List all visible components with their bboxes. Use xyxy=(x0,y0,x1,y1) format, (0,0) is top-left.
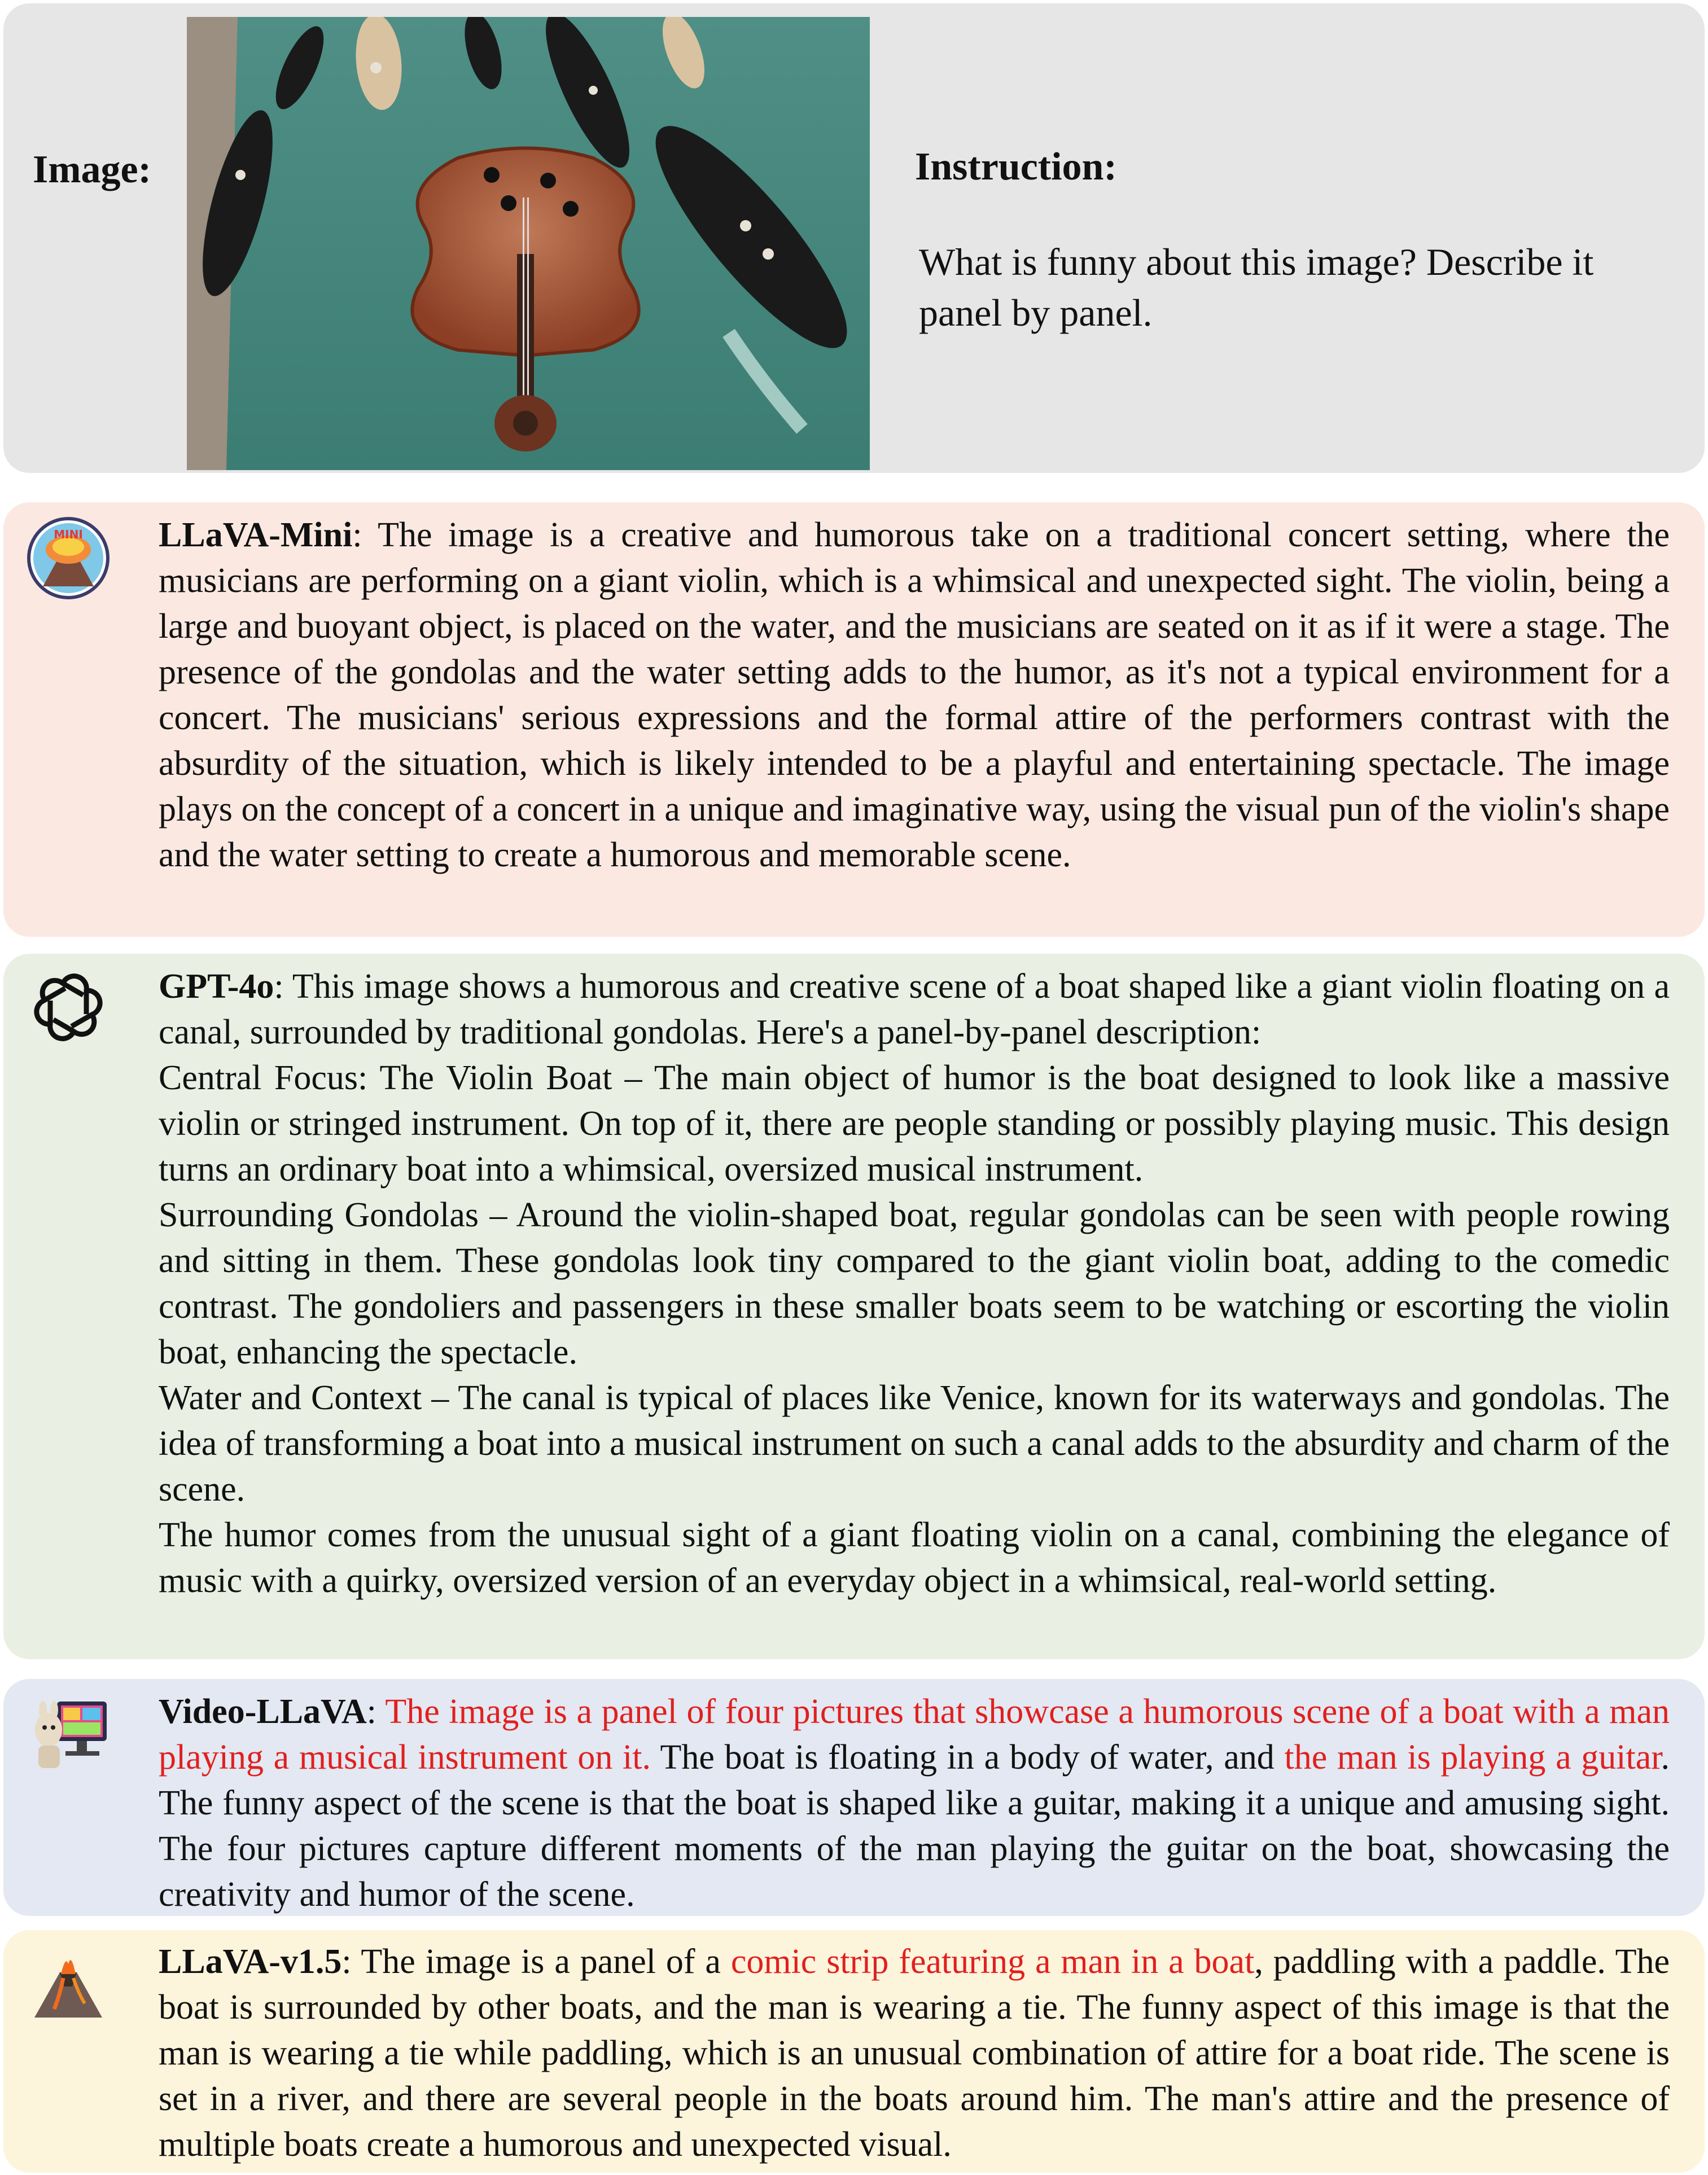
response-text-video-llava: Video-LLaVA: The image is a panel of four pictures that showcase a humorous scene of a boat with a man playing a musical instrument on it. The boat is floating in a body of water, and the man is playing a guitar. The funny aspect of the scene is that the boat is shaped like a guitar, making it a unique and amusing sight. The four pictures capture different moments of the man playing the guitar on the boat, showcasing the creativity and humor of the scene. xyxy=(159,1692,1670,1914)
gpt-paragraph-3: Surrounding Gondolas – Around the violin-shaped boat, regular gondolas can be seen with people rowing and sitting in them. These gondolas look tiny compared to the giant violin boat, adding to the comedic contrast. The gondoliers and passengers in these smaller boats seem to be watching or escorting the violin boat, enhancing the spectacle. xyxy=(159,1196,1670,1371)
response-panel-llava-v1-5 xyxy=(3,1930,1705,2173)
svg-text:MINI: MINI xyxy=(54,528,83,541)
response-text-llava-v1-5: LLaVA-v1.5: The image is a panel of a comic strip featuring a man in a boat, paddling with a paddle. The boat is surrounded by other boats, and the man is wearing a tie. The funny aspect of this image is that the man is wearing a tie while paddling, which is an unusual combination of attire for a boat ride. The scene is set in a river, and there are several people in the boats around him. The man's attire and the presence of multiple boats create a humorous and unexpected visual. xyxy=(159,1942,1670,2164)
gpt-paragraph-5: The humor comes from the unusual sight of a giant floating violin on a canal, combining the elegance of music with a quirky, oversized version of an everyday object in a whimsical, real-world setting. xyxy=(159,1516,1670,1600)
model-name: LLaVA-Mini xyxy=(159,516,353,554)
model-name: Video-LLaVA xyxy=(159,1692,367,1731)
instruction-text: What is funny about this image? Describe it panel by panel. xyxy=(919,240,1594,334)
prompt-panel xyxy=(3,3,1705,473)
instruction-label: Instruction: xyxy=(915,145,1117,188)
hallucination-highlight: the man is playing a guitar xyxy=(1284,1738,1661,1777)
hallucination-highlight: comic strip featuring a man in a boat xyxy=(730,1942,1255,1981)
volcano-icon xyxy=(26,1947,111,2049)
model-name: LLaVA-v1.5 xyxy=(159,1942,342,1981)
violin-boat-photo xyxy=(187,17,870,470)
image-label: Image: xyxy=(33,148,151,191)
model-name: GPT-4o xyxy=(159,967,274,1006)
hallucination-highlight: The image is a panel of four pictures that showcase a humorous scene of a boat with a man playing a musical instrument on it. xyxy=(159,1692,1670,1777)
openai-logo-icon xyxy=(26,965,111,1067)
llama-computer-icon xyxy=(26,1690,111,1792)
gpt-paragraph-4: Water and Context – The canal is typical of places like Venice, known for its waterways and gondolas. The idea of transforming a boat into a musical instrument on such a canal adds to the absurdity and charm of the scene. xyxy=(159,1379,1670,1509)
response-panel-llava-mini xyxy=(3,502,1705,937)
gpt-paragraph-2: Central Focus: The Violin Boat – The main object of humor is the boat designed to look like a massive violin or stringed instrument. On top of it, there are people standing or possibly playing music. This design turns an ordinary boat into a whimsical, oversized musical instrument. xyxy=(159,1059,1670,1189)
response-text-gpt-4o xyxy=(159,964,1670,1604)
llava-mini-volcano-icon xyxy=(26,516,111,617)
response-panel-gpt-4o xyxy=(3,954,1705,1659)
gpt-paragraph-1: GPT-4o: This image shows a humorous and creative scene of a boat shaped like a giant violin floating on a canal, surrounded by traditional gondolas. Here's a panel-by-panel description: xyxy=(159,967,1670,1051)
response-panel-video-llava xyxy=(3,1679,1705,1916)
response-text-llava-mini: LLaVA-Mini: The image is a creative and humorous take on a traditional concert setting, where the musicians are performing on a giant violin, which is a whimsical and unexpected sight. The violin, being a large and buoyant object, is placed on the water, and the musicians are seated on it as if it were a stage. The presence of the gondolas and the water setting adds to the humor, as it's not a typical environment for a concert. The musicians' serious expressions and the formal attire of the performers contrast with the absurdity of the situation, which is likely intended to be a playful and entertaining spectacle. The image plays on the concept of a concert in a unique and imaginative way, using the visual pun of the violin's shape and the water setting to create a humorous and memorable scene. xyxy=(159,516,1670,874)
